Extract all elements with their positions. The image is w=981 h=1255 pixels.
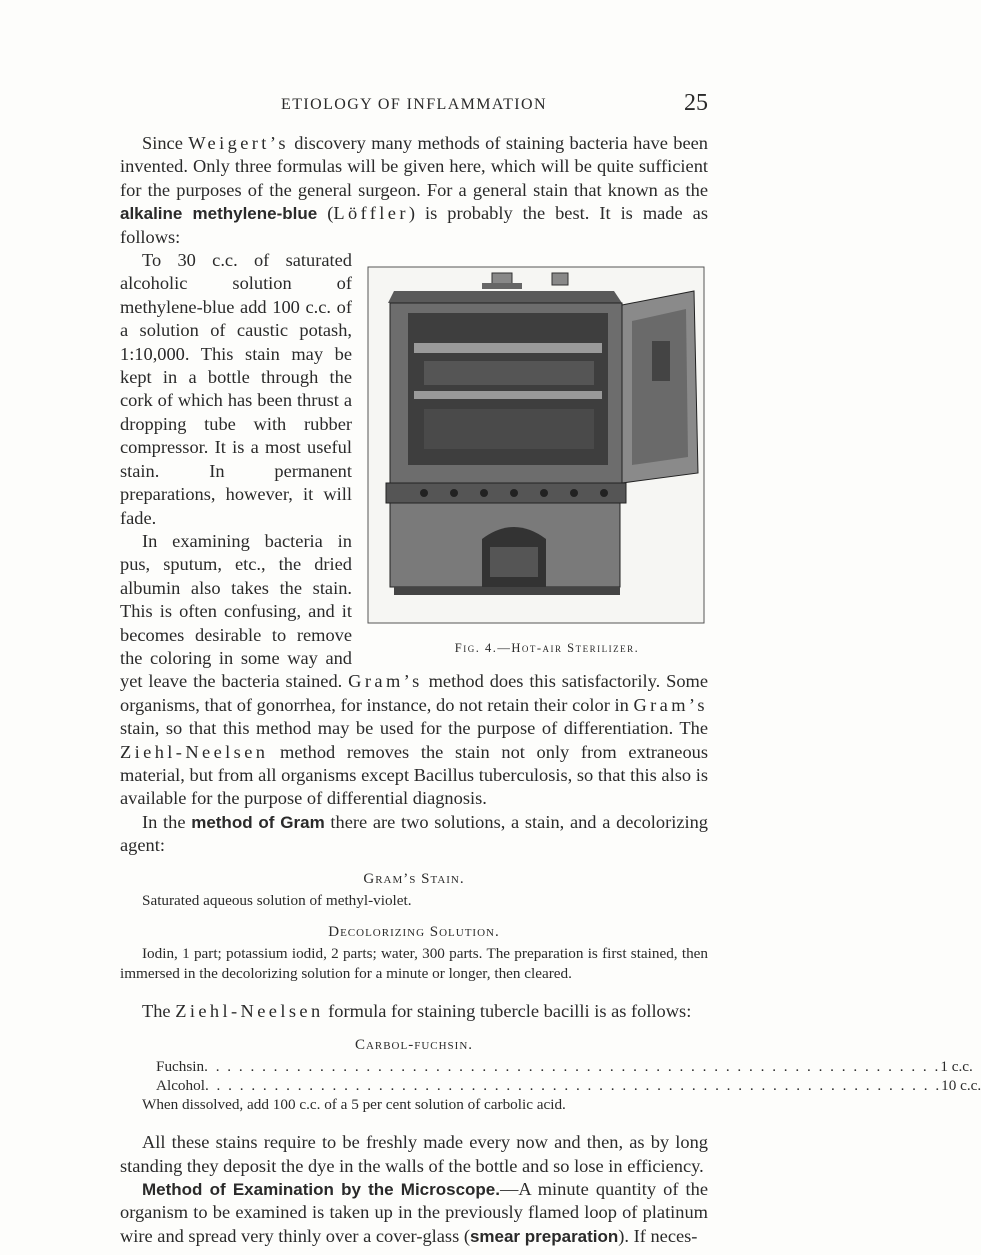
leader-dots: . . . . . . . . . . . . . . . . . . . . . . . . . . . . . . . . . . . . . . . . . . . . . . . . . . . . . . . . . . . . . . . . <box>204 1077 942 1095</box>
text-run: In examining bacteria in pus, sputum, etc., the dried albumin also takes the stain. This is often confusing, and it becomes desirable to remove the coloring in some way and yet leave the bacteria stained. <box>120 530 352 692</box>
grams-stain-text: Saturated aqueous solution of methyl-violet. <box>142 892 412 909</box>
name-weigert: Weigert’s <box>188 133 289 153</box>
heading-decolorizing-solution: Decolorizing Solution. <box>328 924 500 940</box>
text-run: To 30 c.c. of saturated alcoholic solution of methylene-blue add 100 c.c. of a solution of caustic potash, 1:10,000. This stain may be kept in a bottle through the cork of which has been thrust a dropping tube with rubber compressor. It is a most useful stain. In permanent preparations, however, it will fade. <box>120 250 352 528</box>
text-run: ) is probably the best. It is made as follows: <box>120 203 708 247</box>
paragraph-weigert <box>120 132 708 249</box>
paragraph-freshly-made: All these stains require to be freshly made every now and then, as by long standing they deposit the dye in the walls of the bottle and so lose in efficiency. <box>120 1132 708 1176</box>
term-smear-preparation: smear preparation <box>469 1226 619 1246</box>
text-run: ( <box>317 203 334 224</box>
figure-caption: Fig. 4.—Hot-air Sterilizer. <box>454 641 640 656</box>
recipe-row <box>156 1076 981 1095</box>
text-run: —A minute quantity of the organism to be examined is taken up in the previously flamed loop of platinum wire and spread very thinly over a cover-glass ( <box>120 1179 709 1246</box>
ingredient-name: Fuchsin <box>156 1058 205 1076</box>
text-run: In the <box>142 811 192 832</box>
ingredient-qty: 1 c.c. <box>940 1058 973 1076</box>
name-ziehl-neelsen: Ziehl-Neelsen <box>120 741 269 762</box>
page-number: 25 <box>684 90 708 116</box>
ingredient-name: Alcohol <box>156 1077 205 1095</box>
ingredient-qty: 10 c.c. <box>941 1077 981 1095</box>
term-method-of-gram: method of Gram <box>191 812 325 832</box>
heading-grams-stain: Gram’s Stain. <box>363 870 465 887</box>
recipe-row <box>156 1057 973 1076</box>
page-header <box>120 90 708 118</box>
text-run: method removes the stain not only from extraneous material, but from all organisms except Bacillus tuberculosis, so that this also is available for the purpose of differential diagnosis. <box>120 741 708 809</box>
text-run: method does this satisfactorily. Some organisms, that of gonorrhea, for instance, do not retain their color in <box>120 671 708 715</box>
page-body <box>120 132 981 1248</box>
text-run: stain, so that this method may be used for the purpose of differentiation. The <box>120 718 708 739</box>
text-run: there are two solutions, a stain, and a decolorizing agent: <box>120 811 708 856</box>
name-gram: Gram’s <box>633 694 708 715</box>
text-run: discovery many methods of staining bacteria have been invented. Only three formulas will be given here, which will be quite sufficient for the purposes of the general surgeon. For a general stain that known as the <box>120 133 708 200</box>
heading-method-of-examination: Method of Examination by the Microscope. <box>142 1180 500 1200</box>
name-loffler: Löffler <box>333 203 409 224</box>
figure-hot-air-sterilizer <box>364 251 708 663</box>
paragraph-method-of-gram <box>120 811 708 858</box>
name-ziehl-neelsen: Ziehl-Neelsen <box>175 1001 324 1022</box>
sterilizer-illustration <box>364 251 708 631</box>
paragraph-microscope <box>120 1178 708 1248</box>
term-alkaline-methylene-blue: alkaline methylene-blue <box>120 204 318 224</box>
heading-carbol-fuchsin: Carbol-fuchsin. <box>354 1036 474 1053</box>
leader-dots: . . . . . . . . . . . . . . . . . . . . . . . . . . . . . . . . . . . . . . . . . . . . . . . . . . . . . . . . . . . . . . . . <box>204 1058 941 1076</box>
text-run: formula for staining tubercle bacilli is as follows: <box>323 1001 692 1022</box>
name-gram: Gram’s <box>348 671 423 692</box>
paragraph-ziehl-neelsen <box>120 1000 708 1023</box>
text-run: ). If neces- <box>618 1225 698 1246</box>
text-run: Since <box>142 133 189 153</box>
carbol-fuchsin-note: When dissolved, add 100 c.c. of a 5 per cent solution of carbolic acid. <box>142 1096 566 1114</box>
running-title: ETIOLOGY OF INFLAMMATION <box>281 96 547 113</box>
decolorizing-text: Iodin, 1 part; potassium iodid, 2 parts; water, 300 parts. The preparation is first stained, then immersed in the decolorizing solution for a minute or longer, then cleared. <box>120 945 708 983</box>
carbol-fuchsin-recipe <box>156 1057 981 1095</box>
text-run: The <box>142 1001 176 1022</box>
